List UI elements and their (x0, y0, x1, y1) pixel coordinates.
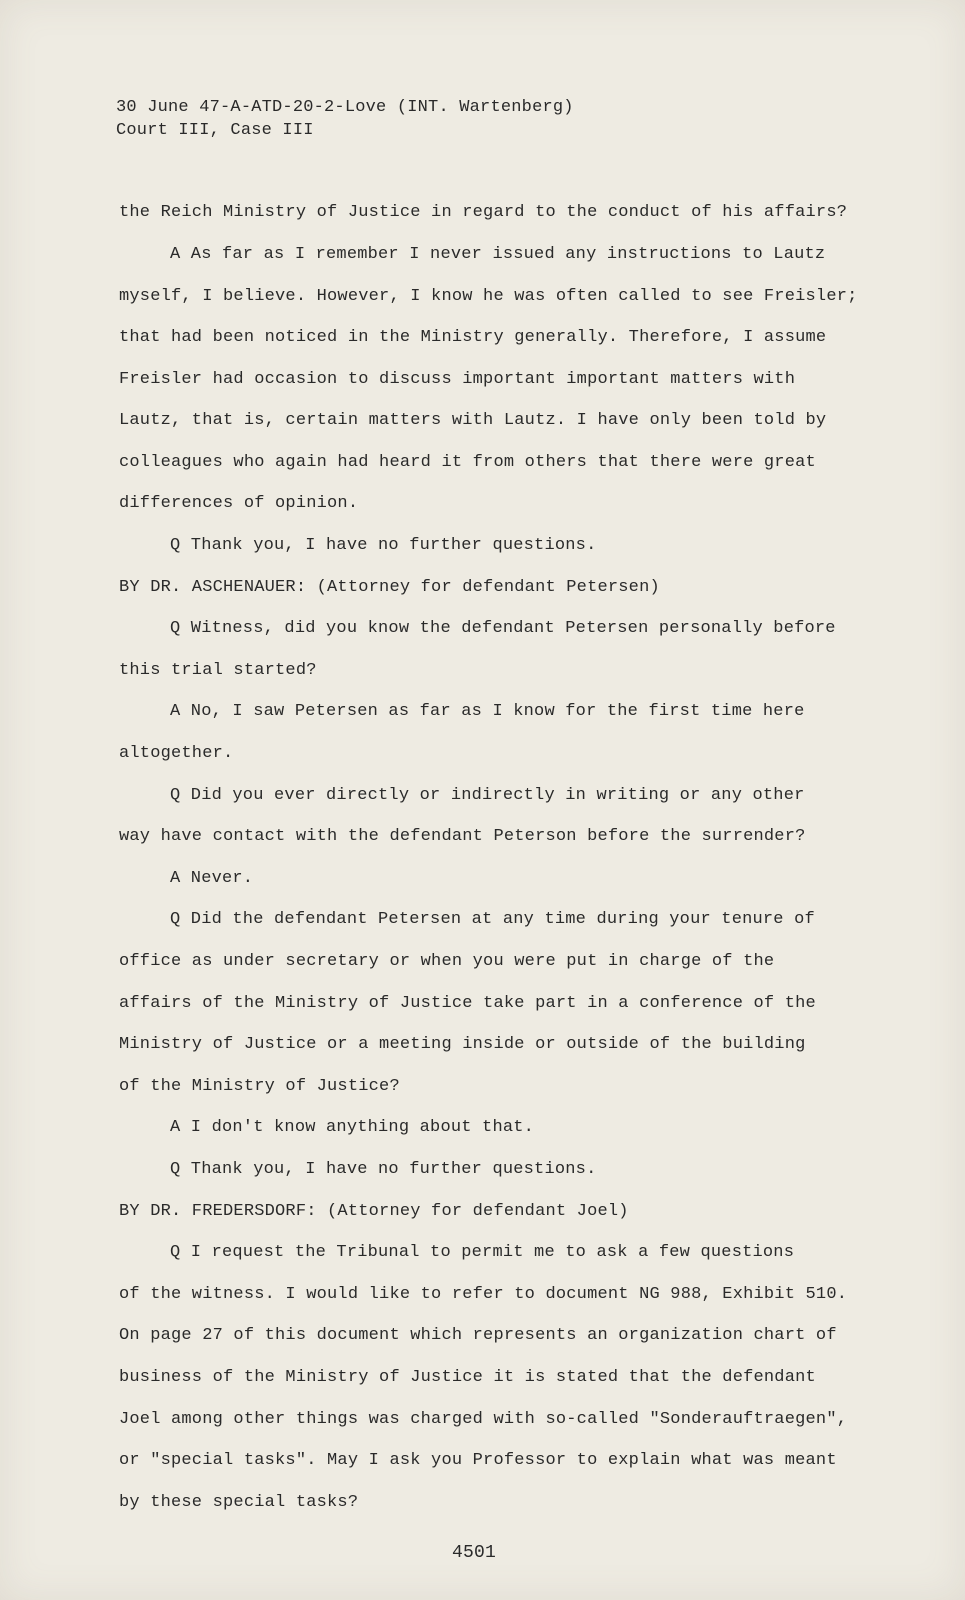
transcript-line: that had been noticed in the Ministry generally. Therefore, I assume (119, 328, 827, 347)
question-line: Q I request the Tribunal to permit me to ask a few questions (170, 1243, 795, 1262)
transcript-line: of the Ministry of Justice? (119, 1077, 400, 1096)
question-line: Q Did the defendant Petersen at any time during your tenure of (170, 910, 815, 929)
transcript-line: Ministry of Justice or a meeting inside or outside of the building (119, 1035, 806, 1054)
transcript-line: way have contact with the defendant Peterson before the surrender? (119, 827, 806, 846)
transcript-line: Lautz, that is, certain matters with Lautz. I have only been told by (119, 411, 827, 430)
transcript-line: by these special tasks? (119, 1493, 359, 1512)
transcript-line: Joel among other things was charged with so-called "Sonderauftraegen", (119, 1410, 848, 1429)
transcript-line: colleagues who again had heard it from others that there were great (119, 453, 816, 472)
transcript-line: business of the Ministry of Justice it is stated that the defendant (119, 1368, 816, 1387)
answer-line: A No, I saw Petersen as far as I know for the first time here (170, 702, 805, 721)
answer-line: A I don't know anything about that. (170, 1118, 535, 1137)
header-line-2: Court III, Case III (116, 121, 314, 140)
question-line: Q Witness, did you know the defendant Petersen personally before (170, 619, 836, 638)
question-line: Q Did you ever directly or indirectly in writing or any other (170, 786, 805, 805)
header-line-1: 30 June 47-A-ATD-20-2-Love (INT. Wartenberg) (116, 98, 574, 117)
transcript-line: altogether. (119, 744, 234, 763)
speaker-heading: BY DR. FREDERSDORF: (Attorney for defendant Joel) (119, 1202, 629, 1221)
question-line: Q Thank you, I have no further questions. (170, 536, 597, 555)
answer-line: A Never. (170, 869, 254, 888)
speaker-heading: BY DR. ASCHENAUER: (Attorney for defendant Petersen) (119, 578, 660, 597)
transcript-line: the Reich Ministry of Justice in regard to the conduct of his affairs? (119, 203, 848, 222)
answer-line: A As far as I remember I never issued any instructions to Lautz (170, 245, 826, 264)
transcript-line: or "special tasks". May I ask you Professor to explain what was meant (119, 1451, 837, 1470)
transcript-line: Freisler had occasion to discuss important important matters with (119, 370, 796, 389)
transcript-line: differences of opinion. (119, 494, 359, 513)
transcript-line: office as under secretary or when you were put in charge of the (119, 952, 775, 971)
transcript-line: myself, I believe. However, I know he was often called to see Freisler; (119, 287, 858, 306)
transcript-line: On page 27 of this document which represents an organization chart of (119, 1326, 837, 1345)
page-number: 4501 (452, 1543, 497, 1563)
transcript-line: of the witness. I would like to refer to document NG 988, Exhibit 510. (119, 1285, 848, 1304)
question-line: Q Thank you, I have no further questions. (170, 1160, 597, 1179)
transcript-line: affairs of the Ministry of Justice take part in a conference of the (119, 994, 816, 1013)
transcript-line: this trial started? (119, 661, 317, 680)
